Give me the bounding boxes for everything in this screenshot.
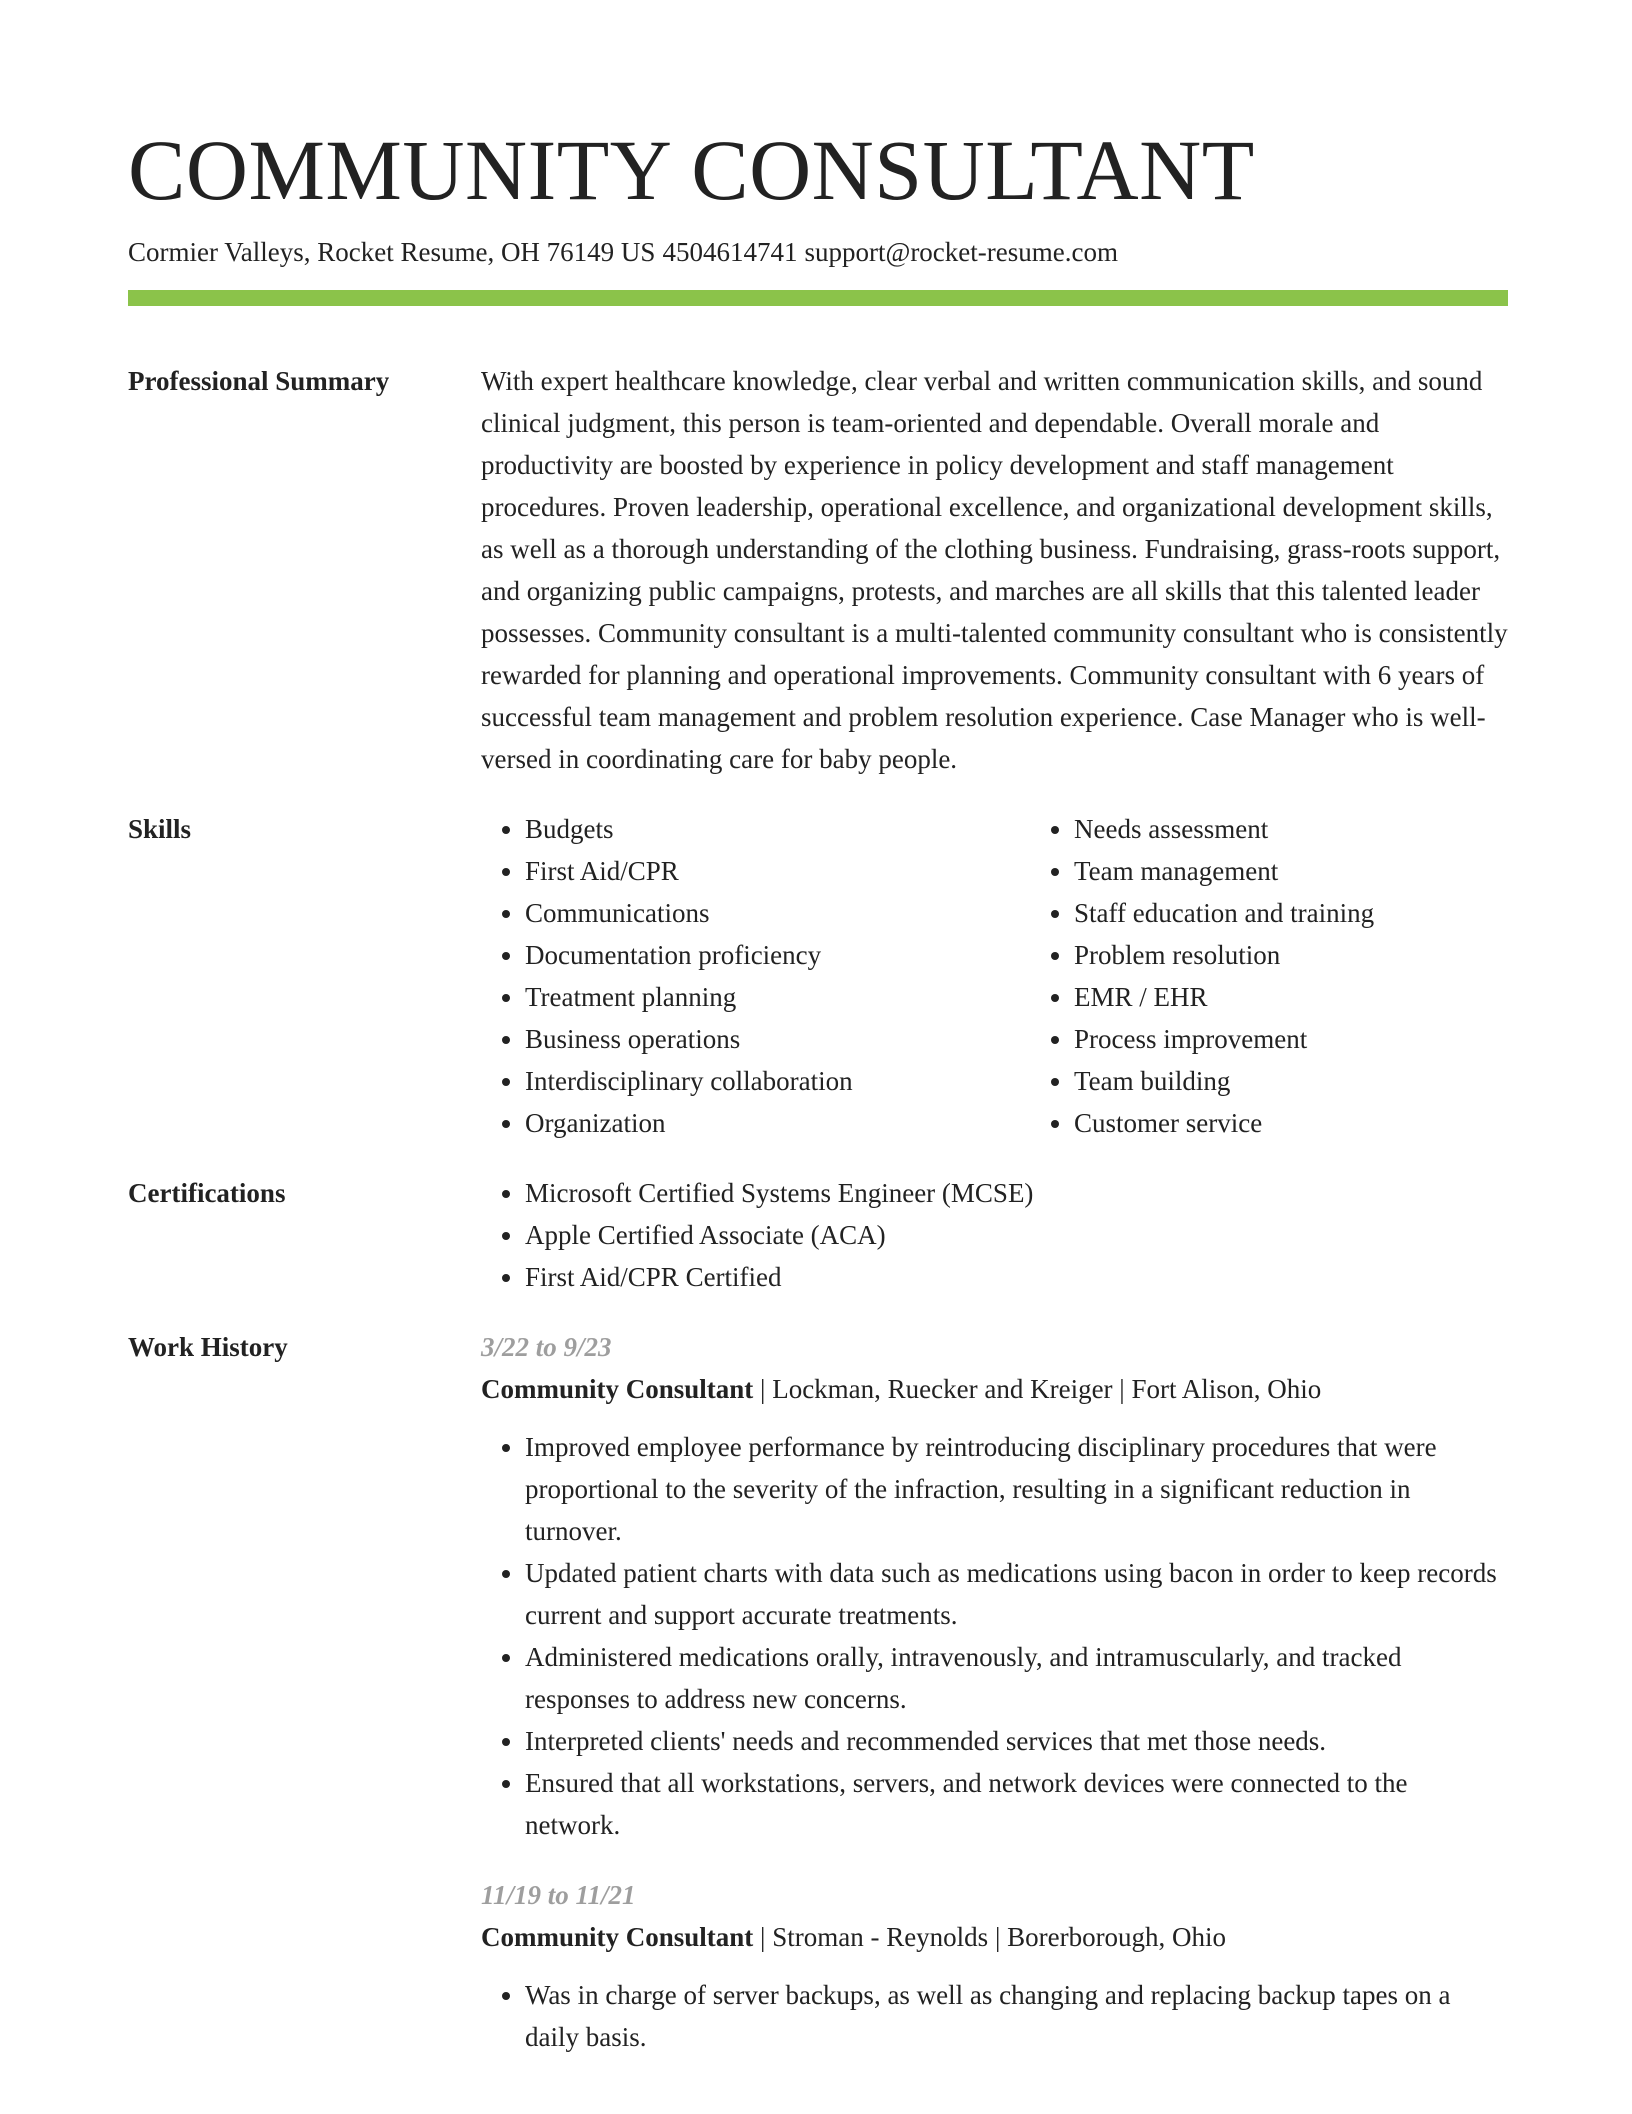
skills-list-left bbox=[481, 808, 1030, 1144]
certification-item: • Microsoft Certified Systems Engineer (MCSE) bbox=[525, 1172, 1508, 1214]
skill-item: • Process improvement bbox=[1074, 1018, 1579, 1060]
job-entry bbox=[481, 1874, 1508, 2058]
accent-divider bbox=[128, 290, 1508, 306]
work-history-section bbox=[128, 1326, 1508, 2086]
skill-item: • Interdisciplinary collaboration bbox=[525, 1060, 1030, 1102]
job-heading bbox=[481, 1368, 1508, 1410]
contact-address: Cormier Valleys, Rocket Resume, OH 76149 US bbox=[128, 237, 656, 267]
skill-item: • Team building bbox=[1074, 1060, 1579, 1102]
job-entry bbox=[481, 1326, 1508, 1846]
certifications-title: Certifications bbox=[128, 1178, 286, 1208]
skill-item: • Organization bbox=[525, 1102, 1030, 1144]
skill-item: • Staff education and training bbox=[1074, 892, 1579, 934]
job-bullet: • Improved employee performance by reintroducing disciplinary procedures that were proportional to the severity of the infraction, resulting in a significant reduction in turnover. bbox=[525, 1426, 1508, 1552]
certifications-section bbox=[128, 1172, 1508, 1298]
skill-item: • Needs assessment bbox=[1074, 808, 1579, 850]
skill-item: • Budgets bbox=[525, 808, 1030, 850]
resume-name: COMMUNITY CONSULTANT bbox=[128, 122, 1255, 218]
job-bullet: • Updated patient charts with data such as medications using bacon in order to keep records current and support accurate treatments. bbox=[525, 1552, 1508, 1636]
skill-item: • Communications bbox=[525, 892, 1030, 934]
skills-section bbox=[128, 808, 1508, 1144]
contact-line bbox=[128, 234, 1508, 270]
job-title: Community Consultant bbox=[481, 1922, 754, 1952]
summary-title: Professional Summary bbox=[128, 366, 390, 396]
skill-item: • Problem resolution bbox=[1074, 934, 1579, 976]
job-dates: 11/19 to 11/21 bbox=[481, 1880, 636, 1910]
job-bullets bbox=[481, 1974, 1508, 2058]
contact-phone: 4504614741 bbox=[662, 237, 798, 267]
job-employer-location: | Lockman, Ruecker and Kreiger | Fort Alison, Ohio bbox=[753, 1374, 1322, 1404]
job-heading bbox=[481, 1916, 1508, 1958]
resume-page bbox=[128, 120, 1508, 2114]
skill-item: • Team management bbox=[1074, 850, 1579, 892]
skill-item: • Customer service bbox=[1074, 1102, 1579, 1144]
skill-item: • Business operations bbox=[525, 1018, 1030, 1060]
job-bullet: • Interpreted clients' needs and recommended services that met those needs. bbox=[525, 1720, 1508, 1762]
contact-email: support@rocket-resume.com bbox=[804, 237, 1118, 267]
skill-item: • EMR / EHR bbox=[1074, 976, 1579, 1018]
certifications-list bbox=[481, 1172, 1508, 1298]
job-bullets bbox=[481, 1426, 1508, 1846]
summary-text: With expert healthcare knowledge, clear verbal and written communication skills, and sound clinical judgment, this person is team-oriented and dependable. Overall morale and productivity are boosted by experience in policy development and staff management procedures. Proven leadership, operational excellence, and organizational development skills, as well as a thorough understanding of the clothing business. Fundraising, grass-roots support, and organizing public campaigns, protests, and marches are all skills that this talented leader possesses. Community consultant is a multi-talented community consultant who is consistently rewarded for planning and operational improvements. Community consultant with 6 years of successful team management and problem resolution experience. Case Manager who is well-versed in coordinating care for baby people. bbox=[481, 366, 1508, 774]
skill-item: • Treatment planning bbox=[525, 976, 1030, 1018]
skill-item: • Documentation proficiency bbox=[525, 934, 1030, 976]
job-employer-location: | Stroman - Reynolds | Borerborough, Ohio bbox=[753, 1922, 1227, 1952]
skill-item: • First Aid/CPR bbox=[525, 850, 1030, 892]
summary-section bbox=[128, 360, 1508, 780]
job-bullet: • Ensured that all workstations, servers, and network devices were connected to the network. bbox=[525, 1762, 1508, 1846]
skills-title: Skills bbox=[128, 814, 192, 844]
certification-item: • First Aid/CPR Certified bbox=[525, 1256, 1508, 1298]
work-history-title: Work History bbox=[128, 1332, 288, 1362]
job-bullet: • Administered medications orally, intravenously, and intramuscularly, and tracked responses to address new concerns. bbox=[525, 1636, 1508, 1720]
job-dates: 3/22 to 9/23 bbox=[481, 1332, 612, 1362]
job-title: Community Consultant bbox=[481, 1374, 754, 1404]
skills-list-right bbox=[1030, 808, 1579, 1144]
certification-item: • Apple Certified Associate (ACA) bbox=[525, 1214, 1508, 1256]
job-bullet: • Was in charge of server backups, as well as changing and replacing backup tapes on a daily basis. bbox=[525, 1974, 1508, 2058]
